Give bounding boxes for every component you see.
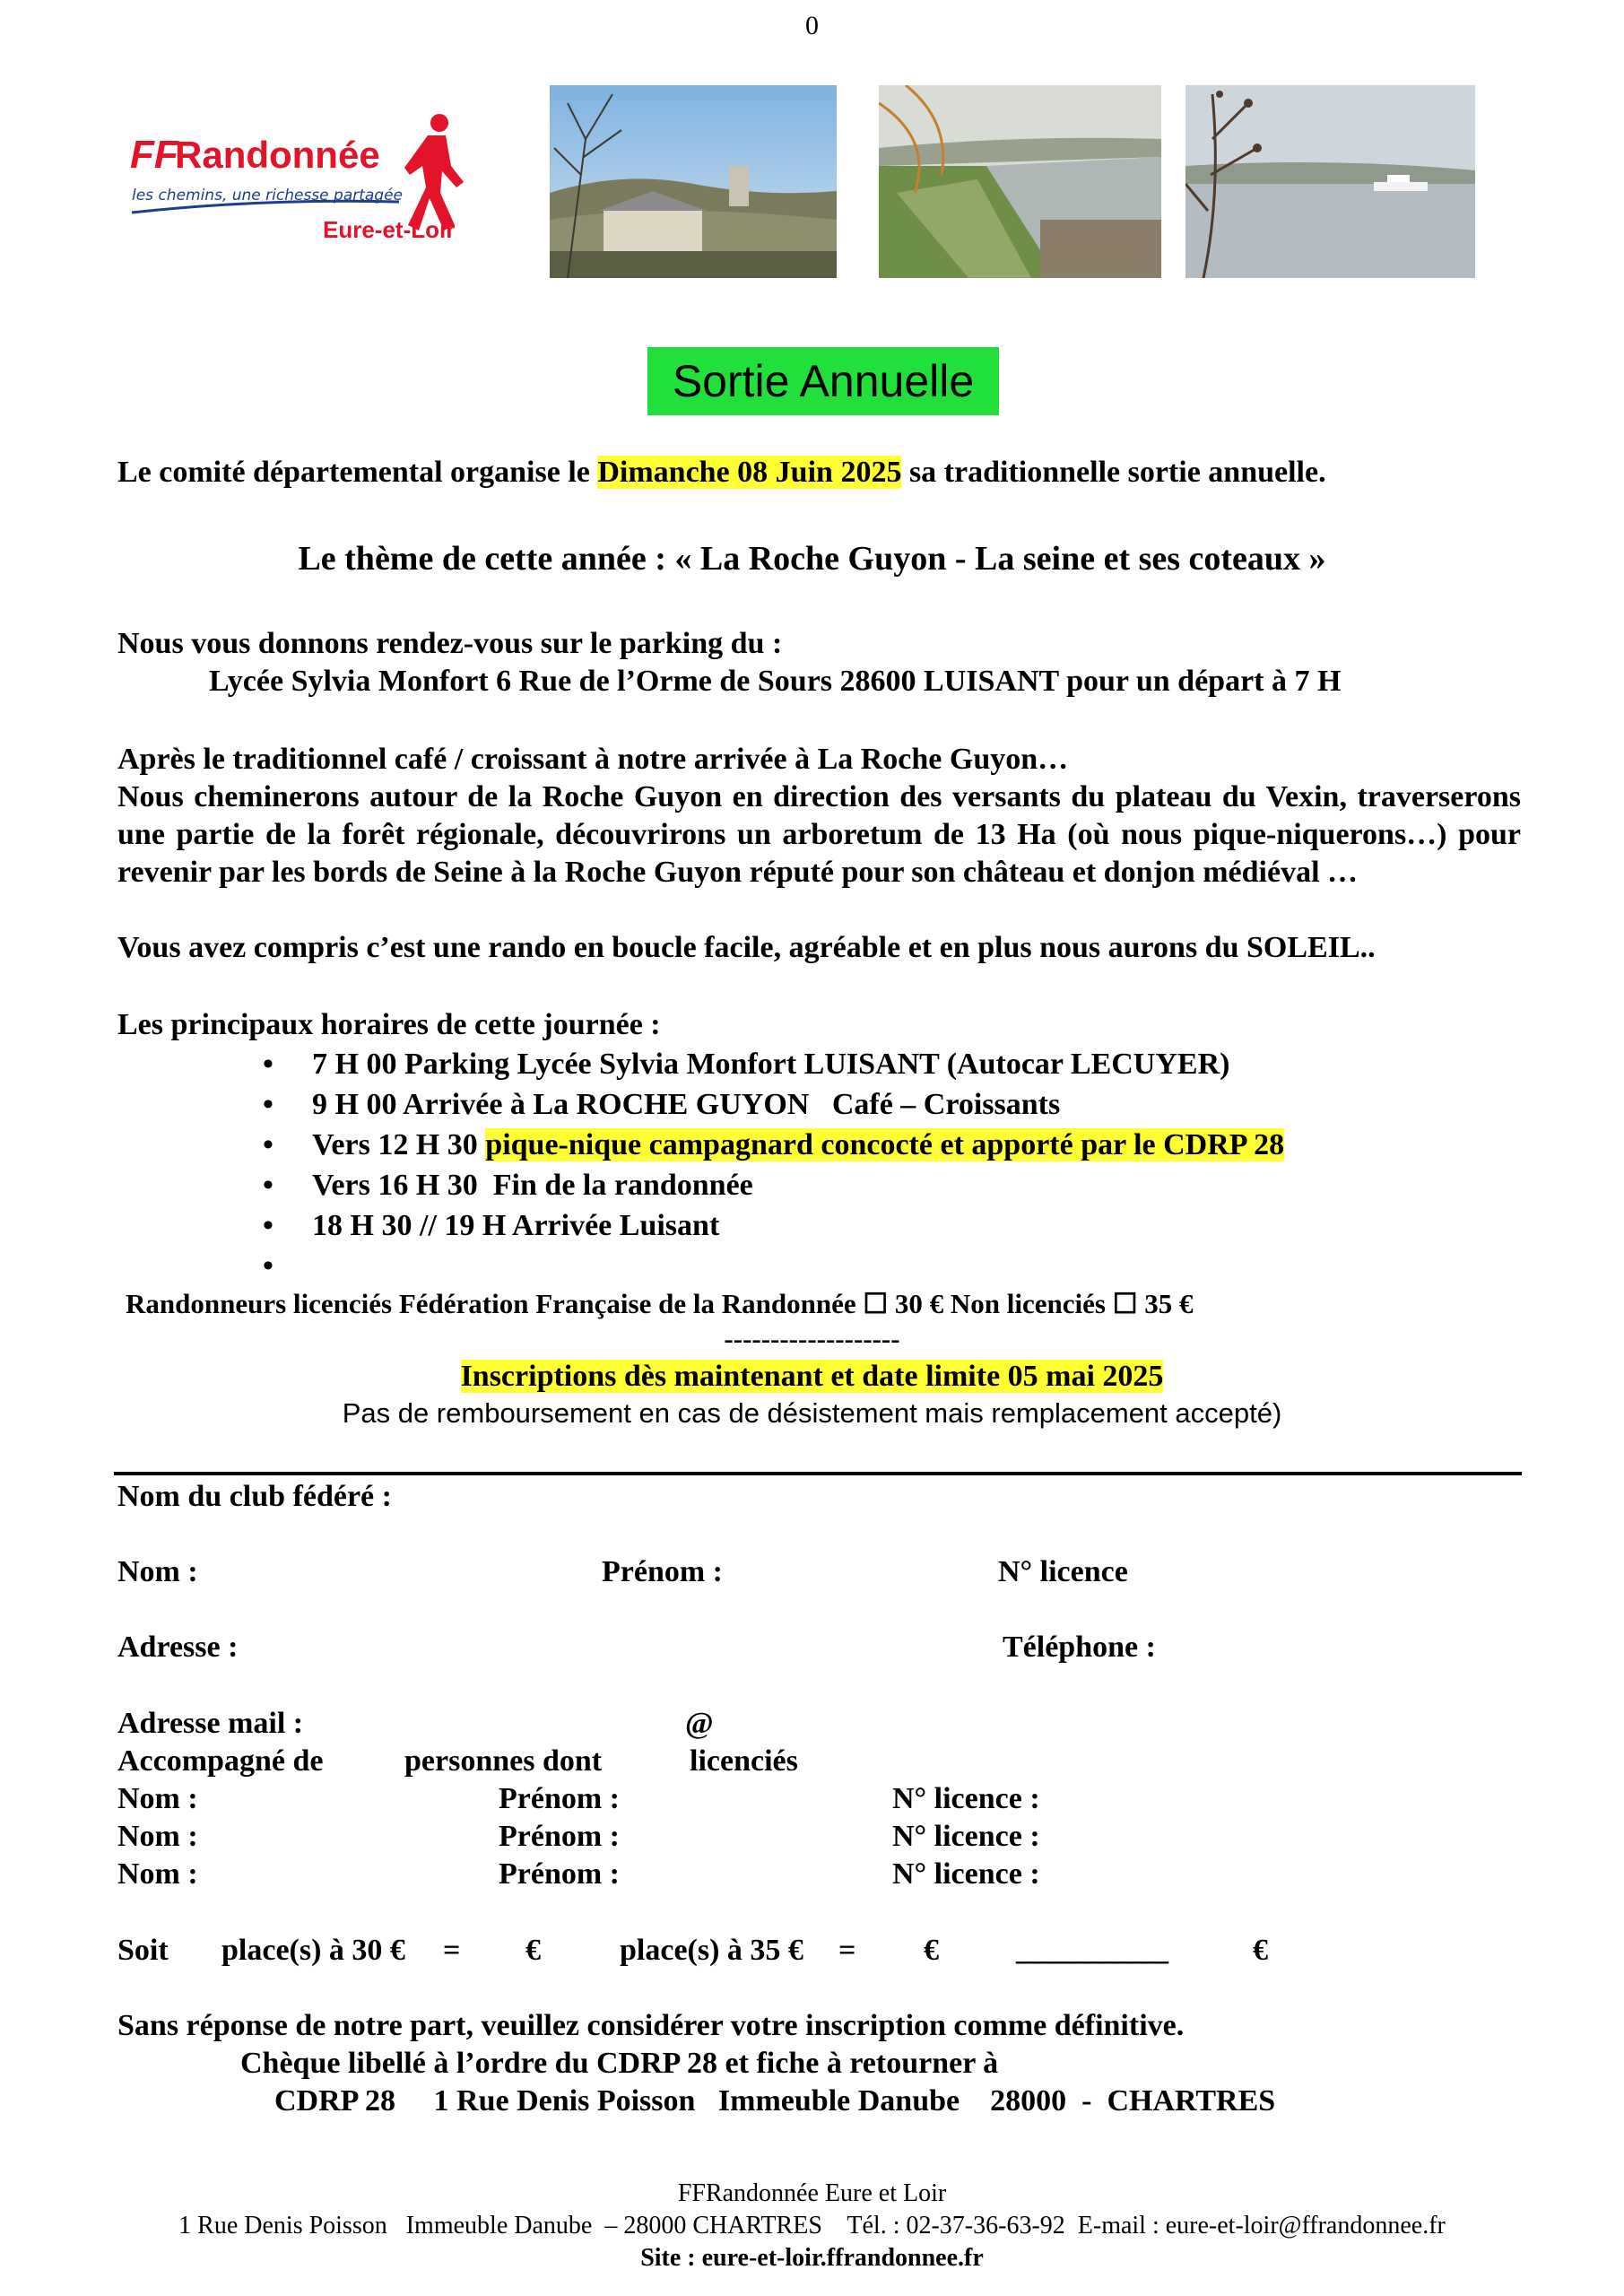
prenom-label: Prénom :: [602, 1555, 724, 1588]
ffrandonnee-logo: [130, 112, 471, 247]
accompanied-label: Accompagné de: [117, 1744, 324, 1778]
persons-label: personnes dont: [404, 1744, 603, 1778]
places-30-label: place(s) à 30 €: [221, 1934, 405, 1967]
licence-label: N° licence: [998, 1555, 1128, 1588]
companion-nom: Nom :: [117, 1782, 198, 1815]
euro-2: €: [924, 1934, 939, 1967]
theme-line: Le thème de cette année : « La Roche Guyon - La seine et ses coteaux »: [298, 540, 1326, 578]
intro-sentence: [117, 454, 1521, 491]
description-closing: Vous avez compris c’est une rando en boucle facile, agréable et en plus nous aurons du SOLEIL..: [117, 931, 1376, 964]
bullet: •: [263, 1048, 274, 1081]
companion-licence: N° licence :: [892, 1857, 1040, 1891]
footer-org: FFRandonnée Eure et Loir: [677, 2179, 947, 2207]
description-line-1: Après le traditionnel café / croissant à notre arrivée à La Roche Guyon…: [117, 743, 1069, 776]
bullet: •: [263, 1249, 274, 1283]
intro-before: Le comité départemental organise le: [117, 456, 598, 489]
deadline-line: [0, 1358, 1624, 1396]
schedule-item: • Vers 12 H 30 pique-nique campagnard concocté et apporté par le CDRP 28: [312, 1126, 1523, 1167]
adresse-label: Adresse :: [117, 1631, 239, 1664]
nom-label: Nom :: [117, 1555, 198, 1588]
schedule-item: [263, 1248, 1523, 1288]
svg-text:les chemins, une richesse part: les chemins, une richesse partagée: [132, 187, 404, 204]
meeting-line-2: Lycée Sylvia Monfort 6 Rue de l’Orme de Sours 28600 LUISANT pour un départ à 7 H: [209, 665, 1342, 698]
hiker-icon: [130, 112, 471, 247]
separator: -------------------: [724, 1323, 900, 1354]
closing-line-2: Chèque libellé à l’ordre du CDRP 28 et fiche à retourner à: [240, 2047, 999, 2080]
deadline-highlight: Inscriptions dès maintenant et date limite 05 mai 2025: [460, 1360, 1164, 1393]
mail-label: Adresse mail :: [117, 1707, 304, 1740]
photo-seine-with-boat: [1185, 85, 1475, 278]
closing-line-1: Sans réponse de notre part, veuillez considérer votre inscription comme définitive.: [117, 2009, 1185, 2042]
companion-nom: Nom :: [117, 1857, 198, 1891]
form-divider: [114, 1472, 1522, 1475]
refund-note: Pas de remboursement en cas de désistement mais remplacement accepté): [342, 1397, 1282, 1429]
companion-prenom: Prénom :: [499, 1782, 621, 1815]
schedule-item: • 9 H 00 Arrivée à La ROCHE GUYON Café – Croissants: [312, 1086, 1523, 1126]
club-label: Nom du club fédéré :: [117, 1480, 392, 1513]
companion-prenom: Prénom :: [499, 1820, 621, 1853]
schedule-heading: Les principaux horaires de cette journée :: [117, 1008, 661, 1041]
pricing-line: Randonneurs licenciés Fédération Française de la Randonnée ☐ 30 € Non licenciés ☐ 35 €: [126, 1288, 1194, 1319]
euro-3: €: [1253, 1934, 1268, 1967]
companion-prenom: Prénom :: [499, 1857, 621, 1891]
event-date: Dimanche 08 Juin 2025: [597, 456, 902, 489]
schedule-item: • Vers 16 H 30 Fin de la randonnée: [312, 1167, 1523, 1207]
footer-site: Site : eure-et-loir.ffrandonnee.fr: [640, 2244, 984, 2272]
telephone-label: Téléphone :: [1003, 1631, 1156, 1664]
bullet: •: [263, 1169, 274, 1202]
euro-1: €: [525, 1934, 541, 1967]
svg-text:Randonnée: Randonnée: [175, 134, 380, 176]
footer-address: 1 Rue Denis Poisson Immeuble Danube – 28000 CHARTRES Tél. : 02-37-36-63-92 E-mail : eure-et-loir@ffrandonnee.fr: [178, 2212, 1446, 2239]
svg-text:FF: FF: [130, 133, 178, 177]
schedule-list: [263, 1046, 1523, 1288]
schedule-item: • 7 H 00 Parking Lycée Sylvia Monfort LUISANT (Autocar LECUYER): [312, 1046, 1523, 1086]
companion-licence: N° licence :: [892, 1782, 1040, 1815]
companion-licence: N° licence :: [892, 1820, 1040, 1853]
svg-text:Eure-et-Loir: Eure-et-Loir: [323, 216, 456, 243]
photo-seine-riverbank: [879, 85, 1161, 278]
photo-la-roche-guyon-castle: [550, 85, 837, 278]
total-blank: __________: [1016, 1934, 1168, 1967]
bullet: •: [263, 1209, 274, 1242]
meeting-line-1: Nous vous donnons rendez-vous sur le parking du :: [117, 627, 783, 660]
document-title: Sortie Annuelle: [647, 347, 999, 415]
at-sign: @: [685, 1707, 714, 1740]
total-soit: Soit: [117, 1934, 169, 1967]
intro-after: sa traditionnelle sortie annuelle.: [901, 456, 1326, 489]
companion-nom: Nom :: [117, 1820, 198, 1853]
bullet: •: [263, 1128, 274, 1161]
page-number: 0: [805, 11, 819, 40]
closing-line-3: CDRP 28 1 Rue Denis Poisson Immeuble Danube 28000 - CHARTRES: [274, 2084, 1276, 2118]
places-35-label: place(s) à 35 €: [620, 1934, 803, 1967]
description-body: Nous cheminerons autour de la Roche Guyon en direction des versants du plateau du Vexin, traverserons une partie de la forêt régionale, découvrirons un arboretum de 13 Ha (où nous pique-niquerons…) pour revenir par les bords de Seine à la Roche Guyon réputé pour son château et donjon médiéval …: [117, 780, 1521, 889]
equals-2: =: [838, 1934, 856, 1967]
schedule-item: • 18 H 30 // 19 H Arrivée Luisant: [312, 1207, 1523, 1248]
licensed-label: licenciés: [690, 1744, 798, 1778]
equals-1: =: [443, 1934, 461, 1967]
bullet: •: [263, 1088, 274, 1121]
picnic-highlight: pique-nique campagnard concocté et apporté par le CDRP 28: [485, 1128, 1285, 1161]
